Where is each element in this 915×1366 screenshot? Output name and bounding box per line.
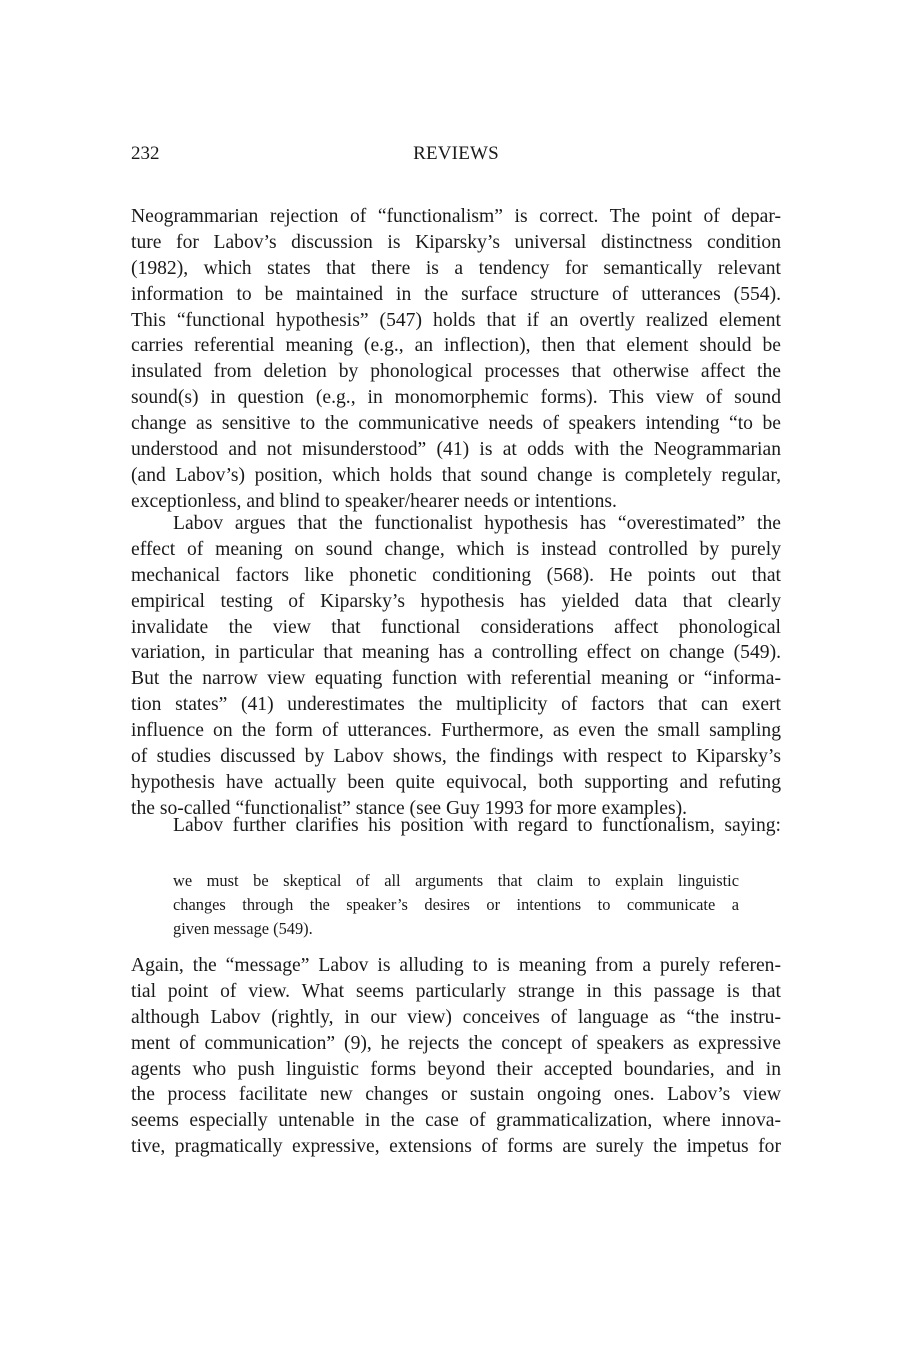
- text-line: although Labov (rightly, in our view) conceives of language as “the instru-: [131, 1006, 781, 1028]
- text-line: exceptionless, and blind to speaker/hearer needs or intentions.: [131, 490, 617, 512]
- text-line: Labov argues that the functionalist hypothesis has “overestimated” the: [173, 513, 781, 534]
- quote-line: we must be skeptical of all arguments that claim to explain linguistic: [173, 871, 739, 890]
- text-line: ment of communication” (9), he rejects the concept of speakers as expressive: [131, 1032, 781, 1054]
- text-line: insulated from deletion by phonological processes that otherwise affect the: [131, 361, 781, 383]
- quote-line: changes through the speaker’s desires or intentions to communicate a: [173, 895, 739, 914]
- page-number: 232: [131, 143, 160, 164]
- text-line: sound(s) in question (e.g., in monomorphemic forms). This view of sound: [131, 387, 781, 409]
- running-title: REVIEWS: [413, 143, 499, 164]
- text-line: effect of meaning on sound change, which is instead controlled by purely: [131, 538, 781, 560]
- text-line: information to be maintained in the surface structure of utterances (554).: [131, 283, 781, 305]
- text-line: But the narrow view equating function with referential meaning or “informa-: [131, 668, 781, 690]
- text-line: understood and not misunderstood” (41) is at odds with the Neogrammarian: [131, 439, 781, 461]
- text-line: empirical testing of Kiparsky’s hypothesis has yielded data that clearly: [131, 590, 781, 612]
- text-line: variation, in particular that meaning has a controlling effect on change (549).: [131, 642, 781, 664]
- quote-line: given message (549).: [173, 919, 313, 938]
- paragraph-2: [131, 511, 781, 822]
- text-line: invalidate the view that functional considerations affect phonological: [131, 616, 781, 638]
- text-line: influence on the form of utterances. Furthermore, as even the small sampling: [131, 720, 781, 742]
- text-line: (1982), which states that there is a tendency for semantically relevant: [131, 257, 781, 279]
- paragraph-3: [131, 813, 781, 839]
- text-line: tive, pragmatically expressive, extensions of forms are surely the impetus for: [131, 1136, 781, 1158]
- running-head: [131, 143, 781, 167]
- text-line: carries referential meaning (e.g., an inflection), then that element should be: [131, 335, 781, 357]
- text-line: agents who push linguistic forms beyond their accepted boundaries, and in: [131, 1058, 781, 1080]
- text-line: tial point of view. What seems particularly strange in this passage is that: [131, 980, 781, 1002]
- block-quote: [173, 869, 739, 941]
- text-line: ture for Labov’s discussion is Kiparsky’s universal distinctness condition: [131, 231, 781, 253]
- text-line: the so-called “functionalist” stance (see Guy 1993 for more examples).: [131, 797, 688, 819]
- text-line: the process facilitate new changes or sustain ongoing ones. Labov’s view: [131, 1084, 781, 1106]
- paragraph-4: [131, 953, 781, 1160]
- text-line: seems especially untenable in the case of grammaticalization, where innova-: [131, 1110, 781, 1132]
- text-line: change as sensitive to the communicative needs of speakers intending “to be: [131, 413, 781, 435]
- text-line: Neogrammarian rejection of “functionalism” is correct. The point of depar-: [131, 206, 781, 227]
- text-line: Again, the “message” Labov is alluding to is meaning from a purely referen-: [131, 955, 781, 976]
- paragraph-1: [131, 204, 781, 515]
- text-line: mechanical factors like phonetic conditioning (568). He points out that: [131, 564, 781, 586]
- text-line: hypothesis have actually been quite equivocal, both supporting and refuting: [131, 771, 781, 793]
- text-line: This “functional hypothesis” (547) holds that if an overtly realized element: [131, 309, 781, 331]
- text-line: of studies discussed by Labov shows, the findings with respect to Kiparsky’s: [131, 746, 781, 768]
- text-line: Labov further clarifies his position with regard to functionalism, saying:: [173, 815, 781, 836]
- text-line: tion states” (41) underestimates the multiplicity of factors that can exert: [131, 694, 781, 716]
- text-line: (and Labov’s) position, which holds that sound change is completely regular,: [131, 464, 781, 486]
